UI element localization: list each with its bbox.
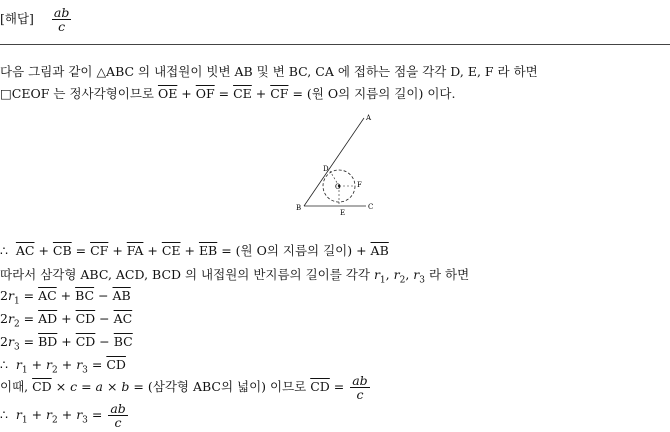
equation-r3: $2r_3 = \overline{BD} + \overline{CD} - \overline{BC}$ xyxy=(0,334,133,353)
coefficient: 2 xyxy=(0,311,8,326)
equation-r2: $2r_2 = \overline{AD} + \overline{CD} - \overline{AC}$ xyxy=(0,311,133,330)
label-B: B xyxy=(296,204,302,212)
subscript: 2 xyxy=(13,319,20,330)
fraction-denominator: c xyxy=(114,415,122,431)
text-segment: 라 하면 xyxy=(428,267,470,282)
segment-AB: $\overline{AB}$ xyxy=(112,288,131,303)
text-line-4: 따라서 삼각형 ABC, ACD, BCD 의 내접원의 반지름의 길이를 각각 $r_1$, $r_2$, $r_3$ 라 하면 xyxy=(0,267,470,286)
segment-AB: $\overline{AB}$ xyxy=(370,243,389,258)
final-answer-line: ∴ $r_1 + r_2 + r_3$ = $\frac{ab}{c}$ xyxy=(0,401,126,431)
segment-AC: $\overline{AC}$ xyxy=(113,311,133,326)
segment-CD: $\overline{CD}$ xyxy=(310,379,330,395)
text-line-2: □CEOF 는 정사각형이므로 $\overline{OE} + \overline{OF} = \overline{CE} + \overline{CF}$ = (원 O의 지름의 길이) 이다. xyxy=(0,86,456,101)
segment-CE: $\overline{CE}$ xyxy=(233,86,252,101)
segment-CD: $\overline{CD}$ xyxy=(75,334,96,349)
text-segment: 따라서 삼각형 ABC, ACD, BCD 의 내접원의 반지름의 길이를 각각 xyxy=(0,267,370,282)
r-symbol: r xyxy=(413,267,420,282)
divider xyxy=(0,44,670,45)
therefore-symbol: ∴ xyxy=(0,243,8,258)
segment-FA: $\overline{FA}$ xyxy=(126,243,144,258)
segment-CD: $\overline{CD}$ xyxy=(106,357,126,372)
text-segment: 이때, xyxy=(0,379,29,395)
text-segment: 이다. xyxy=(427,86,456,101)
r-symbol: r xyxy=(15,357,22,372)
segment-CD: $\overline{CD}$ xyxy=(75,311,96,326)
text-line-1: 다음 그림과 같이 △ABC 의 내접원이 빗변 AB 및 변 BC, CA 에 접하는 점을 각각 D, E, F 라 하면 xyxy=(0,64,538,79)
fraction-denominator: c xyxy=(356,387,364,403)
segment-CF: $\overline{CF}$ xyxy=(270,86,289,101)
subscript: 1 xyxy=(21,415,28,426)
fraction-numerator: ab xyxy=(352,373,368,388)
segment-BC: $\overline{BC}$ xyxy=(75,288,95,303)
answer-fraction xyxy=(52,6,71,33)
segment-OE: $\overline{OE}$ xyxy=(157,86,178,101)
segment-CB: $\overline{CB}$ xyxy=(52,243,72,258)
subscript: 3 xyxy=(13,342,20,353)
segment-AD: $\overline{AD}$ xyxy=(38,311,58,326)
label-D: D xyxy=(323,165,329,173)
r-symbol: r xyxy=(46,407,53,423)
diameter-text: (원 O의 지름의 길이) xyxy=(235,243,353,258)
r-symbol: r xyxy=(76,357,83,372)
subscript: 2 xyxy=(399,275,406,286)
triangle-incircle-figure xyxy=(294,112,380,216)
label-F: F xyxy=(357,181,362,189)
r-symbol: r xyxy=(393,267,400,282)
r-symbol: r xyxy=(7,334,14,349)
fraction-numerator: ab xyxy=(110,401,126,416)
text-line-area: 이때, $\overline{CD} \times c = a \times b$ = (삼각형 ABC의 넓이) 이므로 $\overline{CD}$ = $\frac{ab}{c}$ xyxy=(0,373,368,403)
subscript: 3 xyxy=(82,365,88,376)
label-C: C xyxy=(368,203,374,211)
segment-AC: $\overline{AC}$ xyxy=(38,288,57,303)
text-segment: □CEOF 는 정사각형이므로 xyxy=(0,86,154,101)
segment-OF: $\overline{OF}$ xyxy=(195,86,215,101)
coefficient: 2 xyxy=(0,334,8,349)
therefore-symbol: ∴ xyxy=(0,407,8,423)
r-symbol: r xyxy=(373,267,380,282)
subscript: 3 xyxy=(82,415,88,426)
product-expression: × c = a × b = xyxy=(55,379,144,395)
segment-BC: $\overline{BC}$ xyxy=(113,334,133,349)
subscript: 1 xyxy=(379,275,386,286)
answer-tag: [해답] xyxy=(0,11,34,27)
equation-sum: ∴ $r_1 + r_2 + r_3 = \overline{CD}$ xyxy=(0,357,126,376)
subscript: 2 xyxy=(52,415,58,426)
hypotenuse-AB xyxy=(304,118,364,206)
segment-CE: $\overline{CE}$ xyxy=(161,243,181,258)
text-line-3: ∴ $\overline{AC} + \overline{CB} = \overline{CF} + \overline{FA} + \overline{CE} + \overline{EB}$ = (원 O의 지름의 길이) + $\overline{AB}$ xyxy=(0,243,389,258)
r-symbol: r xyxy=(7,311,14,326)
fraction-numerator: ab xyxy=(53,5,70,20)
segment-CD: $\overline{CD}$ xyxy=(32,379,52,395)
subscript: 3 xyxy=(419,275,425,286)
segment-AC: $\overline{AC}$ xyxy=(15,243,35,258)
fraction-ab-c xyxy=(350,374,369,401)
segment-BD: $\overline{BD}$ xyxy=(38,334,58,349)
area-text: (삼각형 ABC의 넓이) 이므로 xyxy=(147,379,307,395)
subscript: 2 xyxy=(52,365,58,376)
answer-header xyxy=(0,6,73,33)
segment-CF: $\overline{CF}$ xyxy=(90,243,109,258)
label-A: A xyxy=(366,114,372,122)
label-O: O xyxy=(335,183,341,191)
fraction-denominator: c xyxy=(58,19,66,35)
diameter-text: (원 O의 지름의 길이) xyxy=(306,86,424,101)
label-E: E xyxy=(340,209,346,216)
subscript: 1 xyxy=(21,365,28,376)
fraction-ab-c xyxy=(108,402,127,429)
coefficient: 2 xyxy=(0,288,8,303)
therefore-symbol: ∴ xyxy=(0,357,8,372)
equation-r1: $2r_1 = \overline{AC} + \overline{BC} - \overline{AB}$ xyxy=(0,288,131,307)
r-symbol: r xyxy=(7,288,14,303)
segment-EB: $\overline{EB}$ xyxy=(198,243,218,258)
r-symbol: r xyxy=(15,407,22,423)
subscript: 1 xyxy=(13,296,20,307)
r-symbol: r xyxy=(46,357,53,372)
r-symbol: r xyxy=(76,407,83,423)
